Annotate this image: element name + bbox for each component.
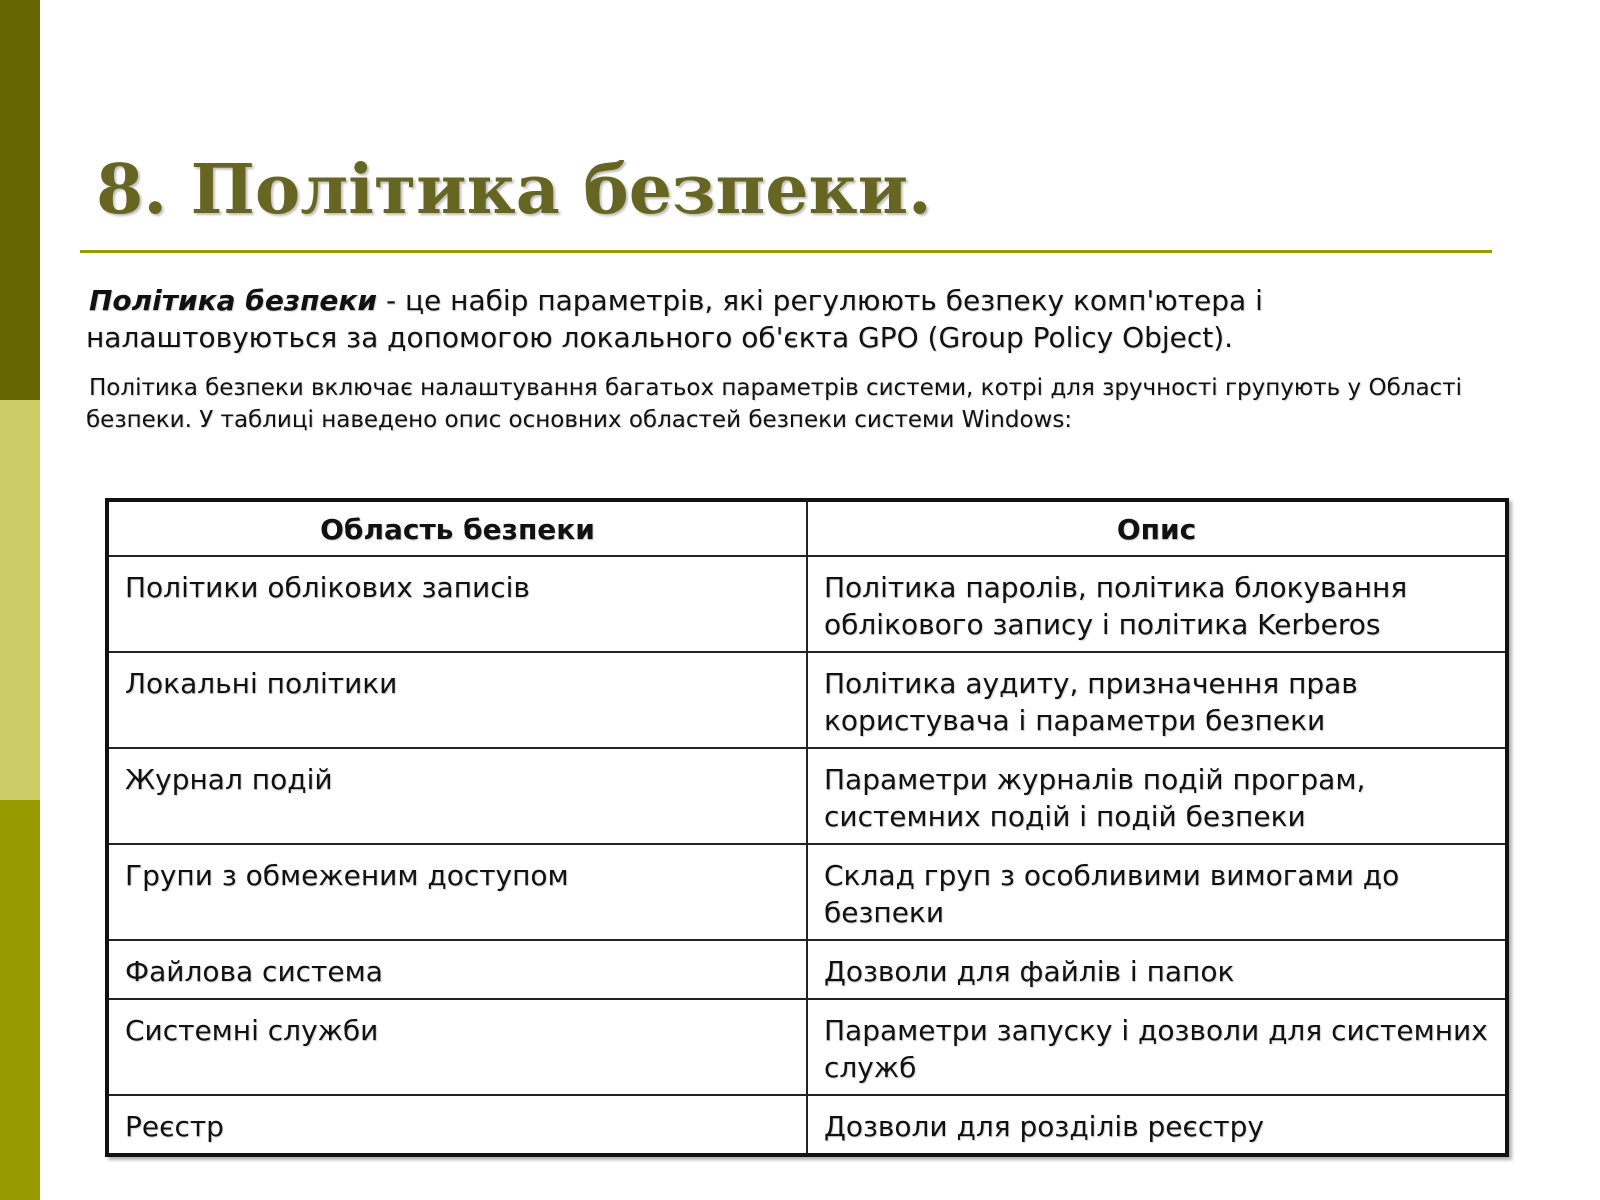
side-bar-segment-bottom [0,800,40,1200]
table-row [107,999,1507,1095]
table-header-row [107,500,1507,556]
header-area: Область безпеки [107,500,807,556]
security-areas-table [105,498,1509,1157]
cell-area: Реєстр [107,1095,807,1155]
side-bar-segment-middle [0,400,40,800]
slide-title: 8. Політика безпеки. [96,150,932,230]
cell-description: Політика паролів, політика блокування облікового запису і політика Kerberos [807,556,1507,652]
definition-paragraph [86,282,1506,356]
definition-term: Політика безпеки [89,284,378,317]
cell-area: Файлова система [107,940,807,999]
cell-area: Журнал подій [107,748,807,844]
cell-description: Склад груп з особливими вимогами до безпеки [807,844,1507,940]
security-areas-table-container [105,498,1505,1157]
cell-area: Групи з обмеженим доступом [107,844,807,940]
cell-area: Політики облікових записів [107,556,807,652]
cell-area: Локальні політики [107,652,807,748]
intro-paragraph: Політика безпеки включає налаштування багатьох параметрів системи, котрі для зручності групують у Області безпеки. У таблиці наведено опис основних областей безпеки системи Windows: [86,375,1462,433]
side-decoration-bar [0,0,40,1200]
cell-description: Дозволи для розділів реєстру [807,1095,1507,1155]
cell-area: Системні служби [107,999,807,1095]
title-underline [80,250,1492,253]
table-row [107,652,1507,748]
table-row [107,844,1507,940]
table-row [107,940,1507,999]
table-row [107,1095,1507,1155]
cell-description: Параметри журналів подій програм, системних подій і подій безпеки [807,748,1507,844]
header-description: Опис [807,500,1507,556]
side-bar-segment-top [0,0,40,400]
cell-description: Параметри запуску і дозволи для системних служб [807,999,1507,1095]
cell-description: Дозволи для файлів і папок [807,940,1507,999]
definition-text: - це набір параметрів, які регулюють безпеку комп'ютера і налаштовуються за допомогою локального об'єкта GPO (Group Policy Object). [86,284,1263,354]
table-row [107,556,1507,652]
table-row [107,748,1507,844]
cell-description: Політика аудиту, призначення прав користувача і параметри безпеки [807,652,1507,748]
